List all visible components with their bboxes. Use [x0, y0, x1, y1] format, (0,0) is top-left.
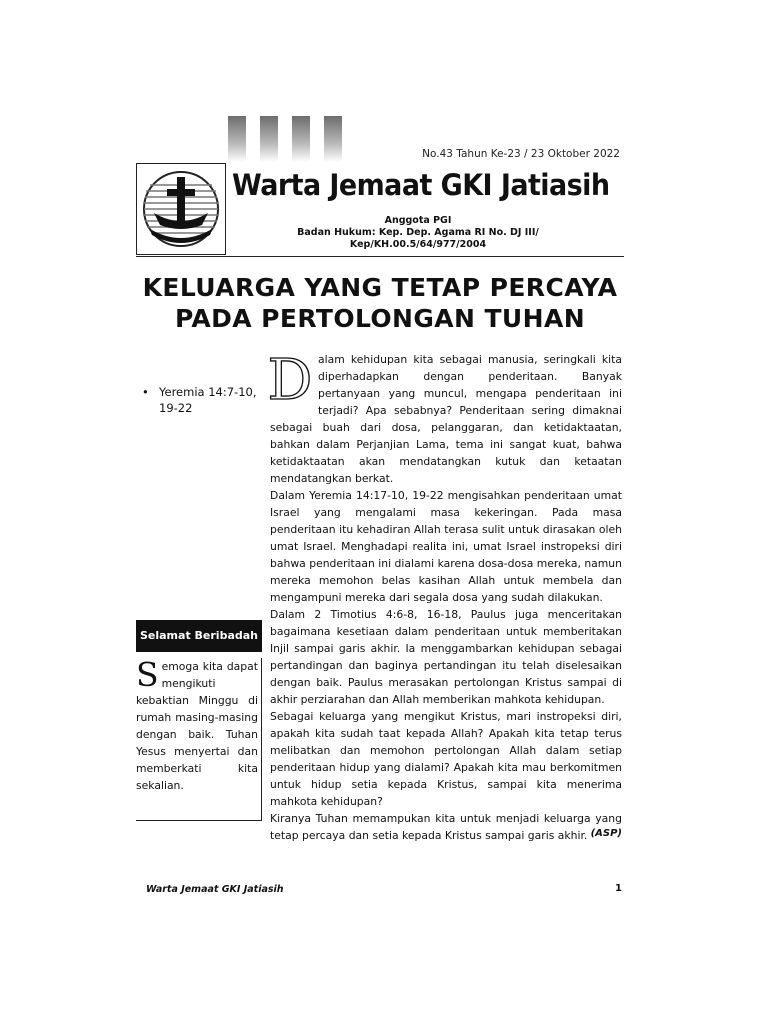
drop-initial: D — [268, 353, 312, 407]
drop-cap-d — [268, 353, 312, 407]
scripture-references — [142, 384, 258, 416]
cross-ship-icon — [140, 167, 222, 251]
page-number: 1 — [615, 883, 622, 894]
church-logo — [136, 163, 226, 255]
welcome-box-title: Selamat Beribadah — [136, 620, 262, 652]
issue-info: No.43 Tahun Ke-23 / 23 Oktober 2022 — [422, 148, 620, 160]
welcome-box-text — [136, 655, 262, 821]
stripe — [324, 116, 342, 162]
article-paragraph-5: Kiranya Tuhan memampukan kita untuk menjadi keluarga yang tetap percaya dan setia kepada Kristus sampai garis akhir. — [270, 812, 622, 842]
member-line: Anggota PGI — [384, 215, 452, 226]
decorative-stripes — [228, 116, 348, 162]
legal-line-2: Kep/KH.00.5/64/977/2004 — [349, 239, 487, 250]
article-paragraph-1: alam kehidupan kita sebagai manusia, seringkali kita diperhadapkan dengan penderitaan. Banyak pertanyaan yang muncul, mengapa penderitaan ini terjadi? Apa sebabnya? Penderitaan sering dimaknai sebagai buah dari dosa, pelanggaran, dan ketidaktaatan, bahkan dalam Perjanjian Lama, tema ini sangat kuat, bahwa ketidaktaatan akan mendatangkan kutuk dan ketaatan mendatangkan berkat. — [270, 353, 622, 485]
stripe — [260, 116, 278, 162]
scripture-reference: • Yeremia 14:7-10, 19-22 — [142, 384, 258, 416]
legal-line-1: Badan Hukum: Kep. Dep. Agama RI No. DJ III/ — [297, 227, 539, 238]
headline-line-2: PADA PERTOLONGAN TUHAN — [174, 304, 586, 333]
article-paragraph-3: Dalam 2 Timotius 4:6-8, 16-18, Paulus juga menceritakan bagaimana kesetiaan dalam penderitaan untuk memberitakan Injil sampai garis akhir. Ia menggambarkan kehidupan sebagai pertandingan dan baginya pertandingan itu telah diselesaikan dengan baik. Paulus merasakan pertolongan Kristus sampai di akhir perziarahan dan Allah memberikan mahkota kehidupan. — [270, 608, 622, 706]
headline-line-1: KELUARGA YANG TETAP PERCAYA — [142, 273, 618, 302]
welcome-text: emoga kita dapat mengikuti kebaktian Minggu di rumah masing-masing dengan baik. Tuhan Yesus menyertai dan memberkati kita sekalian. — [136, 660, 258, 792]
article-paragraph-4: Sebagai keluarga yang mengikut Kristus, mari instropeksi diri, apakah kita sudah taat kepada Allah? Apakah kita tetap terus melibatkan dan memohon pertolongan Allah dalam setiap penderitaan hidup yang dialami? Apakah kita mau berkomitmen untuk hidup setia kepada Kristus, sampai kita menerima mahkota kehidupan? — [270, 710, 622, 808]
newsletter-title: Warta Jemaat GKI Jatiasih — [232, 168, 610, 202]
article-body — [270, 351, 622, 844]
article-paragraph-2: Dalam Yeremia 14:17-10, 19-22 mengisahkan penderitaan umat Israel yang mengalami masa kekeringan. Pada masa penderitaan itu kehadiran Allah terasa sulit untuk dirasakan oleh umat Israel. Menghadapi realita ini, umat Israel instropeksi diri bahwa penderitaan ini dialami karena dosa-dosa mereka, namun mereka memohon belas kasihan Allah untuk membela dan mengampuni mereka dari segala dosa yang sudah dilakukan. — [270, 489, 622, 604]
welcome-initial: S — [136, 655, 159, 694]
article-headline — [136, 272, 624, 334]
header-divider — [136, 256, 624, 257]
stripe — [292, 116, 310, 162]
article-author: (ASP) — [590, 828, 622, 839]
stripe — [228, 116, 246, 162]
footer-publication: Warta Jemaat GKI Jatiasih — [146, 884, 284, 895]
